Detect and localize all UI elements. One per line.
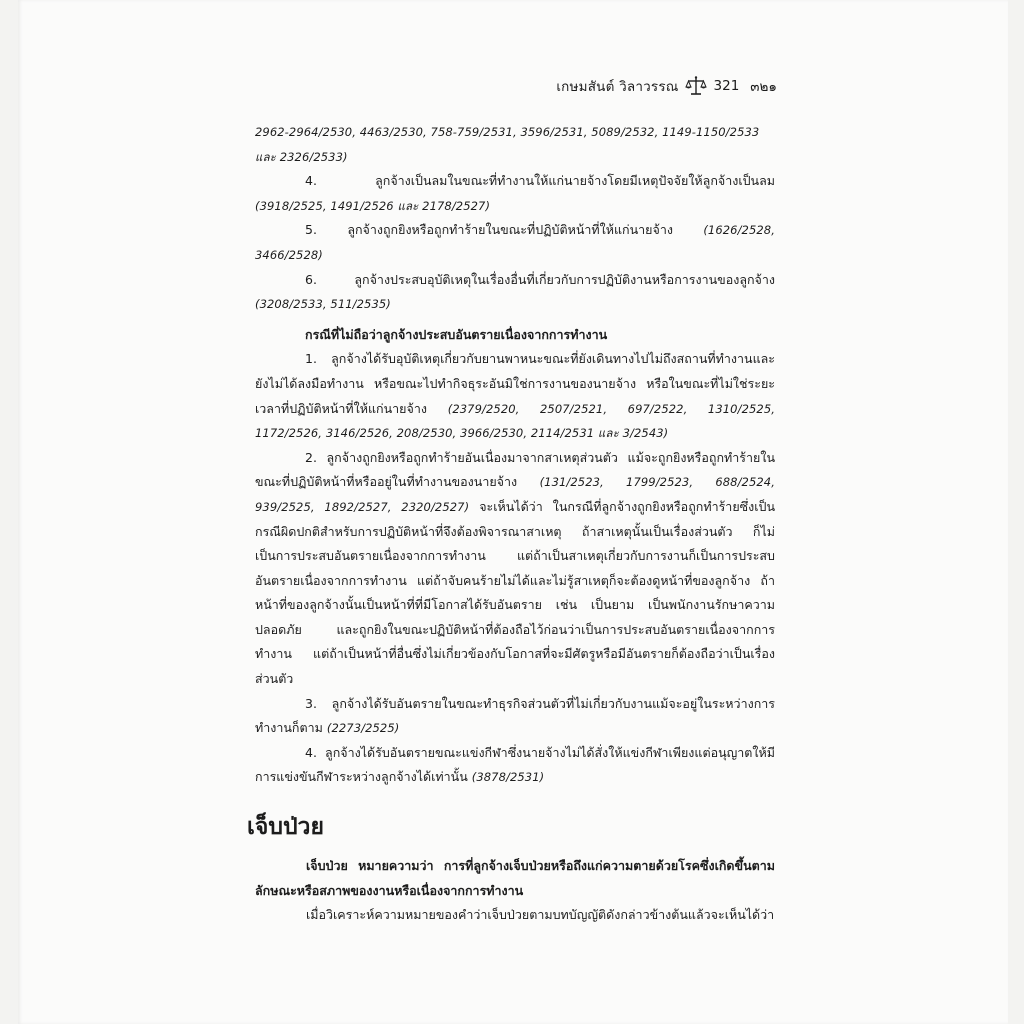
page-number-arabic: 321 [713,78,740,94]
list-item-6 [255,268,775,317]
list-item-text: 5. ลูกจ้างถูกยิงหรือถูกทำร้ายในขณะที่ปฏิบัติหน้าที่ให้แก่นายจ้าง [305,222,673,238]
header-author: เกษมสันต์ วิลาวรรณ [556,79,679,95]
citation: 2962-2964/2530, 4463/2530, 758-759/2531, 3596/2531, 5089/2532, 1149-1150/2533 และ 2326/2533) [255,125,760,164]
book-page [18,0,1008,1024]
running-header [556,72,777,100]
list-item-text: 1. ลูกจ้างได้รับอุบัติเหตุเกี่ยวกับยานพาหนะขณะที่ยังเดินทางไปไม่ถึงสถานที่ทำงานและยังไม่ได้ลงมือทำงาน หรือขณะไปทำกิจธุระอันมิใช่การงานของนายจ้าง หรือในขณะที่ไม่ใช่ระยะเวลาที่ปฏิบัติหน้าที่ให้แก่นายจ้าง [255,351,775,416]
list-item-5 [255,218,775,267]
page-body [247,120,775,928]
list-item-text: 2. ลูกจ้างถูกยิงหรือถูกทำร้ายอันเนื่องมาจากสาเหตุส่วนตัว แม้จะถูกยิงหรือถูกทำร้ายในขณะที่ปฏิบัติหน้าที่หรืออยู่ในที่ทำงานของนายจ้าง [255,449,775,490]
list-item-text: 4. ลูกจ้างได้รับอันตรายขณะแข่งกีฬาซึ่งนายจ้างไม่ได้สั่งให้แข่งกีฬาเพียงแต่อนุญาตให้มีการแข่งขันกีฬาระหว่างลูกจ้างได้เท่านั้น [255,744,775,785]
analysis-paragraph: เมื่อวิเคราะห์ความหมายของคำว่าเจ็บป่วยตามบทบัญญัติดังกล่าวข้างต้นแล้วจะเห็นได้ว่า [306,907,775,923]
subheading: กรณีที่ไม่ถือว่าลูกจ้างประสบอันตรายเนื่องจากการทำงาน [305,326,608,342]
citation: (1626/2528, 3466/2528) [255,223,775,262]
scales-icon [685,75,707,97]
list-item-explanation: จะเห็นได้ว่า ในกรณีที่ลูกจ้างถูกยิงหรือถูกทำร้ายซึ่งเป็นกรณีผิดปกติสำหรับการปฏิบัติหน้าที่จึงต้องพิจารณาสาเหตุ ถ้าสาเหตุนั้นเป็นเรื่องส่วนตัว ก็ไม่เป็นการประสบอันตรายเนื่องจากการทำงาน แต่ถ้าเป็นสาเหตุเกี่ยวกับการงานก็เป็นการประสบอันตรายเนื่องจากการทำงาน แต่ถ้าจับคนร้ายไม่ได้และไม่รู้สาเหตุก็จะต้องดูหน้าที่ของลูกจ้าง ถ้าหน้าที่ของลูกจ้างนั้นเป็นหน้าที่ที่มีโอกาสได้รับอันตราย เช่น เป็นยาม เป็นพนักงานรักษาความปลอดภัย และถูกยิงในขณะปฏิบัติหน้าที่ต้องถือไว้ก่อนว่าเป็นการประสบอันตรายเนื่องจากการทำงาน แต่ถ้าเป็นหน้าที่อื่นซึ่งไม่เกี่ยวข้องกับโอกาสที่จะมีศัตรูหรือมีอันตรายก็ต้องถือว่าเป็นเรื่องส่วนตัว [255,498,775,687]
list-item-text: 4. ลูกจ้างเป็นลมในขณะที่ทำงานให้แก่นายจ้างโดยมีเหตุปัจจัยให้ลูกจ้างเป็นลม [305,173,775,189]
citation: (3918/2525, 1491/2526 และ 2178/2527) [255,198,491,213]
definition-paragraph: เจ็บป่วย หมายความว่า การที่ลูกจ้างเจ็บป่วยหรือถึงแก่ความตายด้วยโรคซึ่งเกิดขึ้นตามลักษณะหรือสภาพของงานหรือเนื่องจากการทำงาน [255,858,775,898]
citation: (2379/2520, 2507/2521, 697/2522, 1310/2525, 1172/2526, 3146/2526, 208/2530, 3966/2530, 2114/2531 และ 3/2543) [255,401,775,441]
exception-item-3 [255,692,775,741]
list-item-text: 6. ลูกจ้างประสบอุบัติเหตุในเรื่องอื่นที่เกี่ยวกับการปฏิบัติงานหรือการงานของลูกจ้าง [305,271,775,287]
section-title: เจ็บป่วย [247,814,324,841]
list-item-text: 3. ลูกจ้างได้รับอันตรายในขณะทำธุรกิจส่วนตัวที่ไม่เกี่ยวกับงานแม้จะอยู่ในระหว่างการทำงานก็ตาม [255,695,775,736]
citation: (3208/2533, 511/2535) [255,297,391,312]
exception-item-1 [255,347,775,445]
citation: (3878/2531) [471,770,545,785]
list-item-4 [255,169,775,218]
exception-item-2 [255,446,775,692]
page-number-thai: ๓๒๑ [750,79,777,95]
citation: (131/2523, 1799/2523, 688/2524, 939/2525, 1892/2527, 2320/2527) [255,475,775,514]
citation: (2273/2525) [326,721,400,736]
exception-item-4 [255,741,775,790]
continued-citation-line [255,120,775,169]
